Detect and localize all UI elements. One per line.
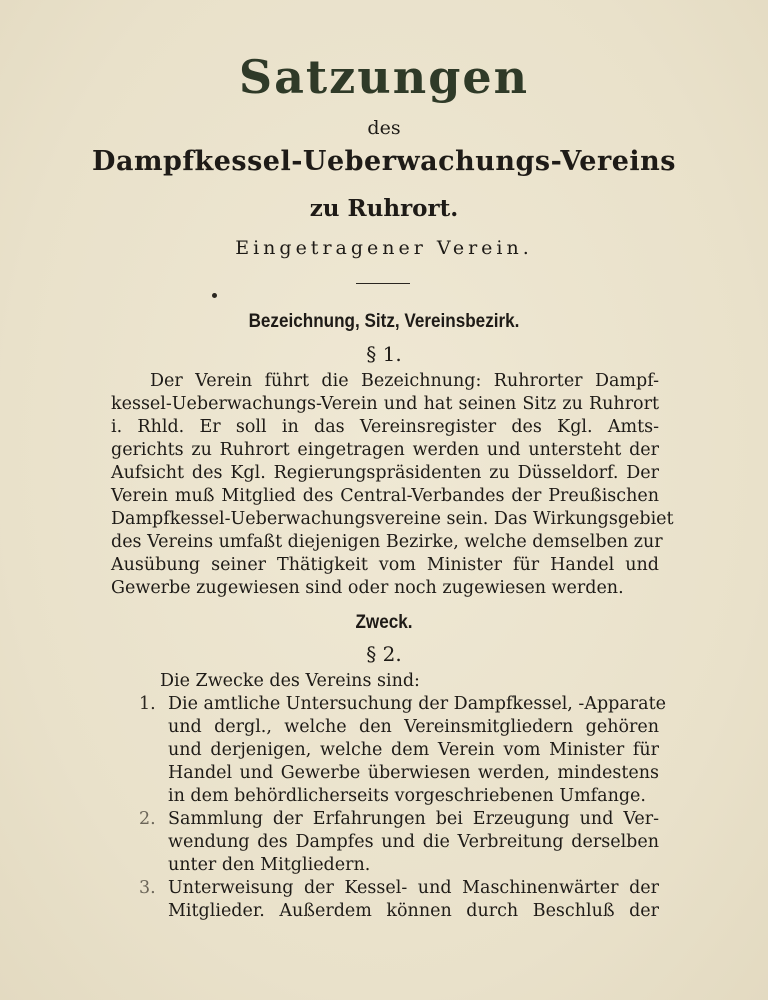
list-item-line: Sammlung der Erfahrungen bei Erzeugung und Ver- — [168, 809, 659, 829]
list-number: 2. — [139, 809, 156, 829]
list-item-line: und derjenigen, welche dem Verein vom Minister für — [168, 740, 659, 760]
list-item-line: in dem behördlicherseits vorgeschriebenen Umfange. — [168, 786, 646, 806]
text-line: Aufsicht des Kgl. Regierungspräsidenten zu Düsseldorf. Der — [111, 463, 659, 483]
document-title: Satzungen — [238, 50, 530, 104]
section-heading-designation: Bezeichnung, Sitz, Vereinsbezirk. — [248, 311, 520, 332]
text-line: gerichts zu Ruhrort eingetragen werden und untersteht der — [111, 440, 659, 460]
text-line: i. Rhld. Er soll in das Vereinsregister des Kgl. Amts- — [111, 417, 659, 437]
ink-speck — [212, 293, 217, 298]
text-line: Verein muß Mitglied des Central-Verbandes der Preußischen — [111, 486, 659, 506]
list-item-line: und dergl., welche den Vereinsmitgliedern gehören — [168, 717, 659, 737]
text-line: des Vereins umfaßt diejenigen Bezirke, welche demselben zur — [111, 532, 663, 552]
text-line: Dampfkessel-Ueberwachungsvereine sein. Das Wirkungsgebiet — [111, 509, 674, 529]
list-item-line: Unterweisung der Kessel- und Maschinenwärter der — [168, 878, 659, 898]
association-name: Dampfkessel-Ueberwachungs-Vereins — [92, 146, 676, 177]
text-line: Der Verein führt die Bezeichnung: Ruhrorter Dampf- — [150, 371, 659, 391]
list-number: 1. — [139, 694, 156, 714]
title-connector: des — [367, 117, 401, 139]
list-item-line: unter den Mitgliedern. — [168, 855, 371, 875]
registered-association-note: Eingetragener Verein. — [235, 237, 533, 259]
paragraph-number-2: § 2. — [366, 642, 402, 666]
text-line: kessel-Ueberwachungs-Verein und hat seinen Sitz zu Ruhrort — [111, 394, 659, 414]
list-item-line: Mitglieder. Außerdem können durch Beschluß der — [168, 901, 659, 921]
list-item-line: Handel und Gewerbe überwiesen werden, mindestens — [168, 763, 659, 783]
text-line: Ausübung seiner Thätigkeit vom Minister für Handel und — [111, 555, 659, 575]
list-item-line: wendung des Dampfes und die Verbreitung derselben — [168, 832, 659, 852]
section-heading-purpose: Zweck. — [355, 612, 413, 633]
paragraph-number-1: § 1. — [366, 342, 402, 366]
association-location: zu Ruhrort. — [309, 195, 459, 222]
list-intro: Die Zwecke des Vereins sind: — [160, 671, 420, 691]
header-divider — [356, 283, 410, 284]
text-line: Gewerbe zugewiesen sind oder noch zugewiesen werden. — [111, 578, 624, 598]
list-number: 3. — [139, 878, 156, 898]
list-item-line: Die amtliche Untersuchung der Dampfkessel, -Apparate — [168, 694, 666, 714]
